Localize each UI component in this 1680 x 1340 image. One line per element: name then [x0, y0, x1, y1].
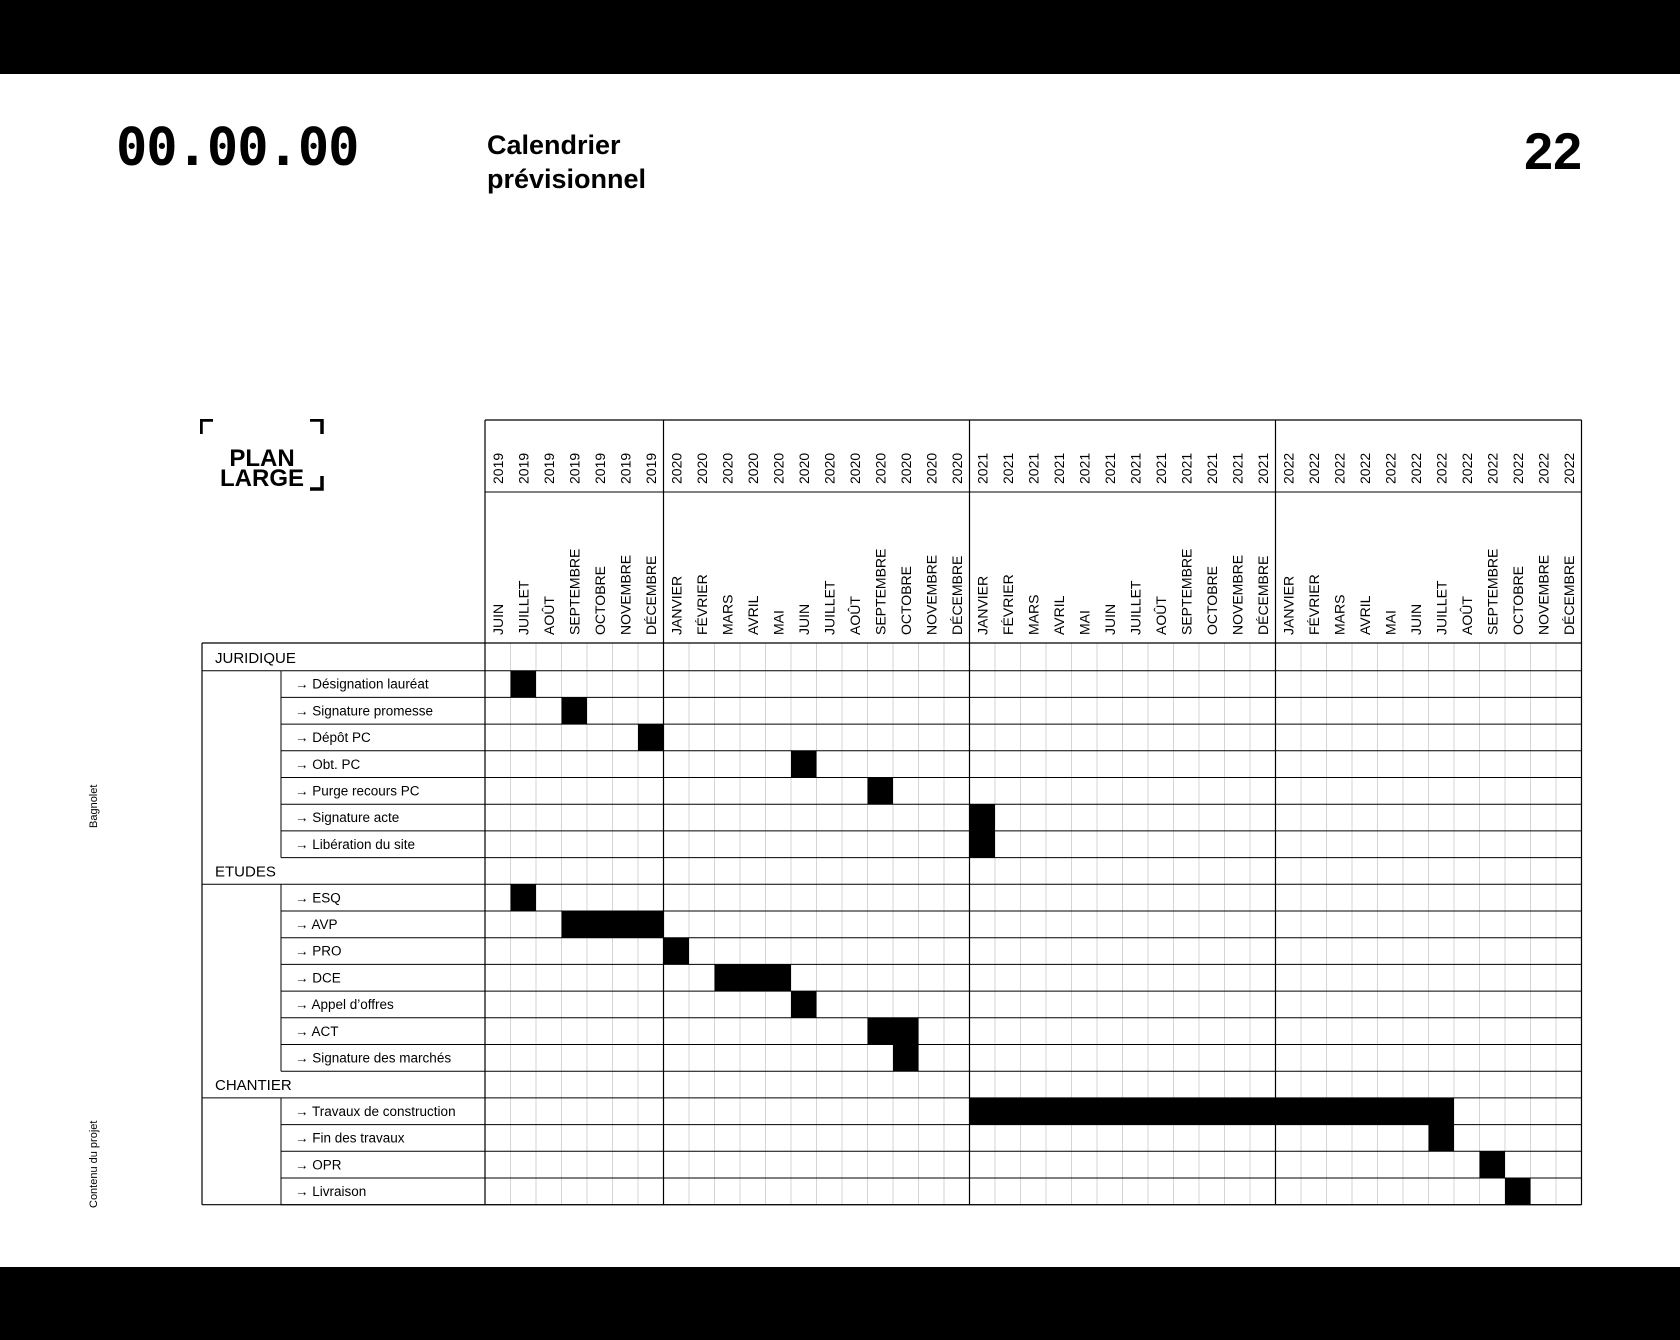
task-label: → ACT	[295, 1023, 339, 1039]
year-label: 2022	[1331, 452, 1348, 484]
logo-line-1: PLAN	[229, 445, 295, 472]
month-label: AOÛT	[540, 596, 557, 635]
month-label: MAI	[770, 610, 787, 635]
task-label: → Désignation lauréat	[295, 676, 429, 692]
year-label: 2021	[1127, 452, 1144, 484]
year-label: 2021	[1152, 452, 1169, 484]
month-label: JUIN	[1101, 603, 1118, 635]
year-label: 2020	[719, 452, 736, 484]
year-label: 2022	[1560, 452, 1577, 484]
task-bar	[791, 991, 817, 1018]
month-label: MARS	[1025, 594, 1042, 635]
month-label: OCTOBRE	[1509, 566, 1526, 635]
year-label: 2022	[1382, 452, 1399, 484]
month-label: JANVIER	[1280, 575, 1297, 635]
month-label: OCTOBRE	[591, 566, 608, 635]
task-label: → Obt. PC	[295, 756, 361, 772]
year-label: 2021	[1050, 452, 1067, 484]
year-label: 2020	[846, 452, 863, 484]
year-label: 2020	[821, 452, 838, 484]
year-label: 2021	[1203, 452, 1220, 484]
month-label: AVRIL	[1356, 595, 1373, 635]
task-bar	[1480, 1151, 1506, 1178]
month-label: NOVEMBRE	[1535, 554, 1552, 635]
month-label: AOÛT	[1152, 596, 1169, 635]
month-label: AOÛT	[846, 596, 863, 635]
year-label: 2022	[1280, 452, 1297, 484]
month-label: AVRIL	[744, 595, 761, 635]
year-label: 2019	[515, 452, 532, 484]
task-bar	[970, 1098, 1455, 1125]
year-label: 2022	[1305, 452, 1322, 484]
year-label: 2021	[1025, 452, 1042, 484]
month-label: FÉVRIER	[693, 574, 710, 635]
year-label: 2022	[1535, 452, 1552, 484]
year-label: 2020	[693, 452, 710, 484]
year-label: 2021	[1178, 452, 1195, 484]
year-label: 2022	[1433, 452, 1450, 484]
year-label: 2019	[642, 452, 659, 484]
task-bar	[893, 1045, 919, 1072]
task-bar	[715, 964, 792, 991]
year-label: 2020	[897, 452, 914, 484]
year-label: 2021	[1076, 452, 1093, 484]
page-title-line-2: prévisionnel	[487, 164, 647, 194]
task-bar	[1505, 1178, 1531, 1205]
year-label: 2019	[540, 452, 557, 484]
task-label: → Libération du site	[295, 836, 416, 852]
month-label: JUILLET	[821, 580, 838, 635]
year-label: 2021	[1229, 452, 1246, 484]
year-label: 2022	[1356, 452, 1373, 484]
task-bar	[970, 804, 996, 831]
month-label: FÉVRIER	[1305, 574, 1322, 635]
month-label: JUIN	[795, 603, 812, 635]
year-label: 2021	[974, 452, 991, 484]
month-label: NOVEMBRE	[1229, 554, 1246, 635]
year-label: 2019	[566, 452, 583, 484]
year-label: 2022	[1407, 452, 1424, 484]
month-label: JUILLET	[1433, 580, 1450, 635]
year-label: 2022	[1458, 452, 1475, 484]
task-label: → Signature acte	[295, 810, 400, 826]
month-label: MAI	[1382, 610, 1399, 635]
month-label: JANVIER	[668, 575, 685, 635]
task-bar	[664, 938, 690, 965]
month-label: NOVEMBRE	[923, 554, 940, 635]
month-label: JUIN	[489, 603, 506, 635]
month-label: DÉCEMBRE	[1254, 555, 1271, 635]
task-label: → ESQ	[295, 890, 341, 906]
page-number: 22	[1524, 123, 1582, 181]
month-label: SEPTEMBRE	[1484, 548, 1501, 635]
month-label: JUIN	[1407, 603, 1424, 635]
year-label: 2020	[923, 452, 940, 484]
task-bar	[638, 724, 664, 751]
group-label-etudes: ETUDES	[215, 863, 276, 881]
month-label: AVRIL	[1050, 595, 1067, 635]
task-label: → Livraison	[295, 1184, 367, 1199]
page-code: 00.00.00	[116, 118, 359, 178]
side-label-location: Bagnolet	[88, 784, 100, 828]
task-bar	[791, 751, 817, 778]
year-label: 2020	[948, 452, 965, 484]
logo-line-2: LARGE	[220, 465, 304, 492]
year-label: 2020	[744, 452, 761, 484]
month-label: MAI	[1076, 610, 1093, 635]
month-label: DÉCEMBRE	[1560, 555, 1577, 635]
year-label: 2022	[1484, 452, 1501, 484]
task-bar	[511, 884, 537, 911]
year-label: 2020	[668, 452, 685, 484]
task-label: → PRO	[295, 943, 342, 959]
month-label: JUILLET	[1127, 580, 1144, 635]
month-label: MARS	[719, 594, 736, 635]
year-label: 2019	[591, 452, 608, 484]
month-label: JANVIER	[974, 575, 991, 635]
year-label: 2020	[795, 452, 812, 484]
task-bar	[511, 671, 537, 698]
month-label: NOVEMBRE	[617, 554, 634, 635]
page-title-line-1: Calendrier	[487, 130, 621, 160]
task-label: → AVP	[295, 917, 338, 932]
task-label: → DCE	[295, 970, 341, 986]
year-label: 2021	[999, 452, 1016, 484]
year-label: 2020	[872, 452, 889, 484]
task-bar	[562, 911, 664, 938]
month-label: JUILLET	[515, 580, 532, 635]
task-bar	[868, 1018, 919, 1045]
month-label: OCTOBRE	[897, 566, 914, 635]
task-label: → OPR	[295, 1157, 342, 1173]
year-label: 2019	[617, 452, 634, 484]
task-label: → Travaux de construction	[295, 1103, 456, 1119]
group-label-chantier: CHANTIER	[215, 1077, 292, 1095]
task-label: → Purge recours PC	[295, 783, 420, 799]
task-bar	[1429, 1125, 1455, 1152]
task-bar	[970, 831, 996, 858]
task-label: → Appel d’offres	[295, 997, 394, 1013]
year-label: 2020	[770, 452, 787, 484]
year-label: 2019	[489, 452, 506, 484]
year-label: 2021	[1254, 452, 1271, 484]
task-label: → Dépôt PC	[295, 730, 371, 746]
month-label: DÉCEMBRE	[642, 555, 659, 635]
month-label: AOÛT	[1458, 596, 1475, 635]
task-label: → Signature des marchés	[295, 1050, 452, 1066]
month-label: SEPTEMBRE	[1178, 548, 1195, 635]
task-label: → Fin des travaux	[295, 1130, 405, 1146]
month-label: SEPTEMBRE	[566, 548, 583, 635]
month-label: FÉVRIER	[999, 574, 1016, 635]
task-label: → Signature promesse	[295, 703, 434, 719]
month-label: DÉCEMBRE	[948, 555, 965, 635]
month-label: OCTOBRE	[1203, 566, 1220, 635]
month-label: SEPTEMBRE	[872, 548, 889, 635]
task-bar	[868, 778, 894, 805]
side-label-section: Contenu du projet	[88, 1120, 100, 1208]
year-label: 2021	[1101, 452, 1118, 484]
month-label: MARS	[1331, 594, 1348, 635]
group-label-juridique: JURIDIQUE	[215, 650, 296, 667]
year-label: 2022	[1509, 452, 1526, 484]
task-bar	[562, 697, 588, 724]
